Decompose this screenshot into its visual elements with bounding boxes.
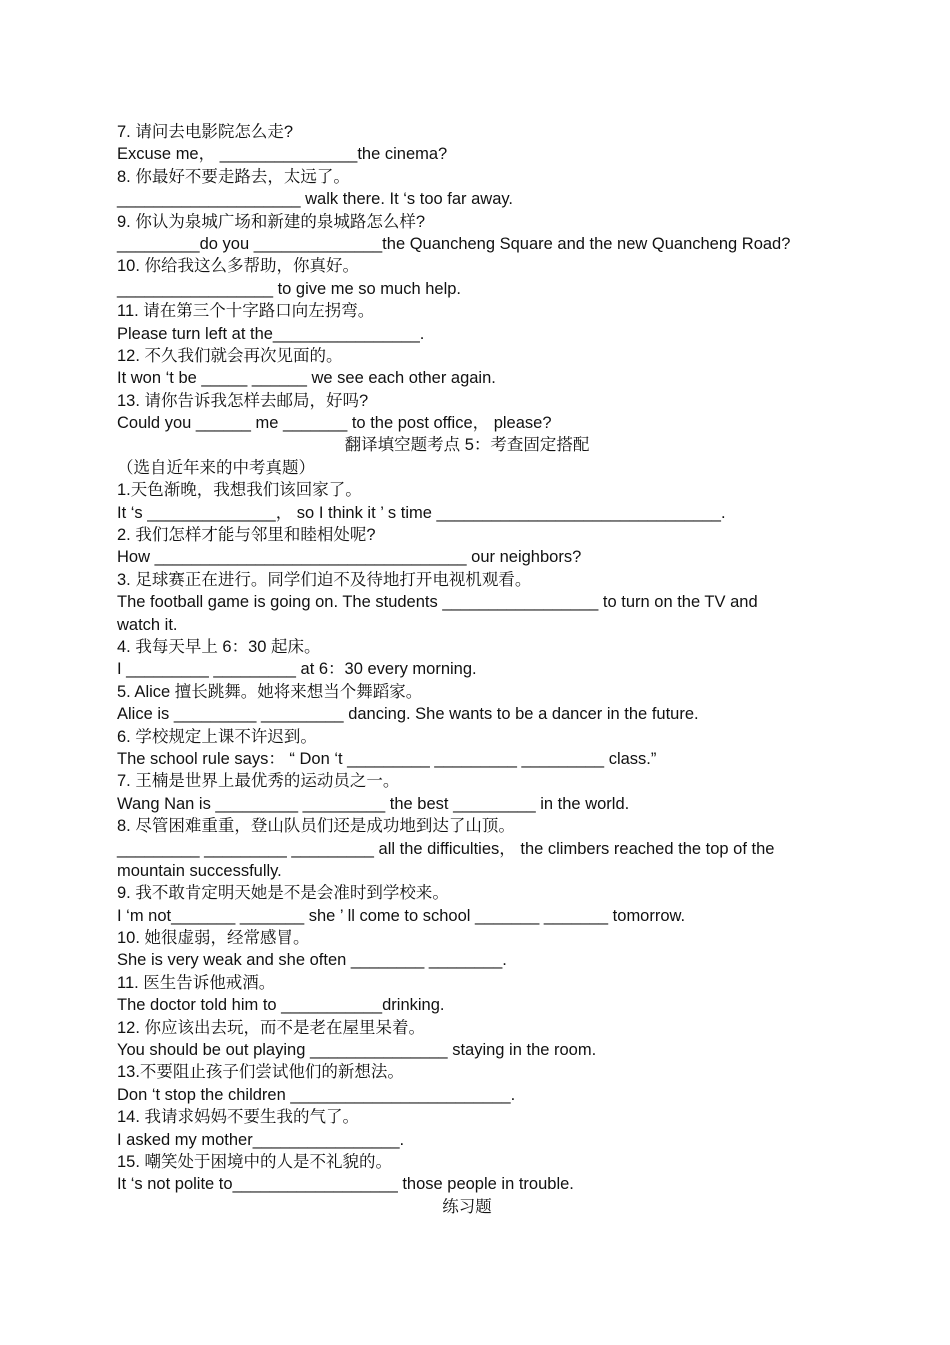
exercise-line: 2. 我们怎样才能与邻里和睦相处呢? [117, 526, 376, 545]
exercise-line: 11. 请在第三个十字路口向左拐弯。 [117, 302, 375, 321]
exercise-line: 7. 请问去电影院怎么走? [117, 123, 294, 141]
exercise-line: Please turn left at the________________. [117, 324, 425, 343]
exercise-line: The doctor told him to ___________drinking. [117, 996, 445, 1015]
exercise-line: 12. 不久我们就会再次见面的。 [117, 346, 343, 365]
exercise-line: 10. 你给我这么多帮助，你真好。 [117, 257, 360, 276]
exercise-line: 5. Alice 擅长跳舞。她将来想当个舞蹈家。 [117, 682, 423, 701]
exercise-line: _________ _________ _________ all the difficulties， the climbers reached the top of the [117, 839, 775, 858]
exercise-line: 15. 嘲笑处于困境中的人是不礼貌的。 [117, 1152, 393, 1171]
exercise-line: She is very weak and she often ________ ________. [117, 951, 507, 970]
exercise-line: 1.天色渐晚，我想我们该回家了。 [117, 481, 362, 500]
exercise-line: 9. 我不敢肯定明天她是不是会准时到学校来。 [117, 884, 449, 903]
exercise-line: How __________________________________ our neighbors? [117, 548, 582, 567]
section-heading: 练习题 [442, 1197, 492, 1216]
exercise-line: The school rule says： “ Don ‘t _________ _________ _________ class.” [117, 749, 657, 768]
exercise-line: It won ‘t be _____ ______ we see each other again. [117, 369, 496, 388]
exercise-line: _________________ to give me so much help. [117, 279, 462, 298]
exercise-line: mountain successfully. [117, 861, 282, 880]
exercise-line: watch it. [117, 615, 178, 634]
exercise-line: You should be out playing _______________ staying in the room. [117, 1041, 597, 1060]
exercise-line: The football game is going on. The students _________________ to turn on the TV and [117, 593, 758, 612]
exercise-line: 8. 尽管困难重重，登山队员们还是成功地到达了山顶。 [117, 817, 515, 836]
exercise-line: Excuse me， _______________the cinema? [117, 145, 448, 164]
exercise-line: 9. 你认为泉城广场和新建的泉城路怎么样? [117, 212, 426, 231]
exercise-line: It ‘s ______________， so I think it ’ s time _______________________________. [117, 503, 726, 522]
exercise-line: （选自近年来的中考真题） [117, 458, 315, 477]
exercise-line: Could you ______ me _______ to the post office， please? [117, 414, 552, 433]
exercise-line: I ‘m not_______ _______ she ’ ll come to school _______ _______ tomorrow. [117, 906, 686, 925]
exercise-line: Alice is _________ _________ dancing. She wants to be a dancer in the future. [117, 705, 699, 724]
exercise-line: 4. 我每天早上 6：30 起床。 [117, 637, 321, 656]
exercise-line: _________do you ______________the Quancheng Square and the new Quancheng Road? [117, 234, 791, 253]
exercise-line: 10. 她很虚弱，经常感冒。 [117, 929, 310, 948]
exercise-line: Don ‘t stop the children ________________________. [117, 1085, 516, 1104]
exercise-content [117, 121, 847, 1218]
exercise-line: 7. 王楠是世界上最优秀的运动员之一。 [117, 772, 400, 791]
exercise-line: 13.不要阻止孩子们尝试他们的新想法。 [117, 1063, 404, 1082]
exercise-line: 11. 医生告诉他戒酒。 [117, 973, 276, 992]
exercise-line: 3. 足球赛正在进行。同学们迫不及待地打开电视机观看。 [117, 570, 532, 589]
section-heading: 翻译填空题考点 5：考查固定搭配 [344, 436, 590, 455]
exercise-line: 13. 请你告诉我怎样去邮局，好吗? [117, 391, 369, 410]
exercise-line: 8. 你最好不要走路去，太远了。 [117, 167, 350, 186]
exercise-line: 14. 我请求妈妈不要生我的气了。 [117, 1108, 360, 1127]
exercise-line: Wang Nan is _________ _________ the best _________ in the world. [117, 794, 630, 813]
exercise-line: 6. 学校规定上课不许迟到。 [117, 727, 317, 746]
exercise-line: It ‘s not polite to__________________ those people in trouble. [117, 1175, 574, 1194]
exercise-line: I asked my mother________________. [117, 1130, 405, 1149]
exercise-line: ____________________ walk there. It ‘s too far away. [117, 190, 513, 209]
exercise-line: I _________ _________ at 6：30 every morning. [117, 660, 477, 679]
exercise-line: 12. 你应该出去玩，而不是老在屋里呆着。 [117, 1018, 426, 1037]
